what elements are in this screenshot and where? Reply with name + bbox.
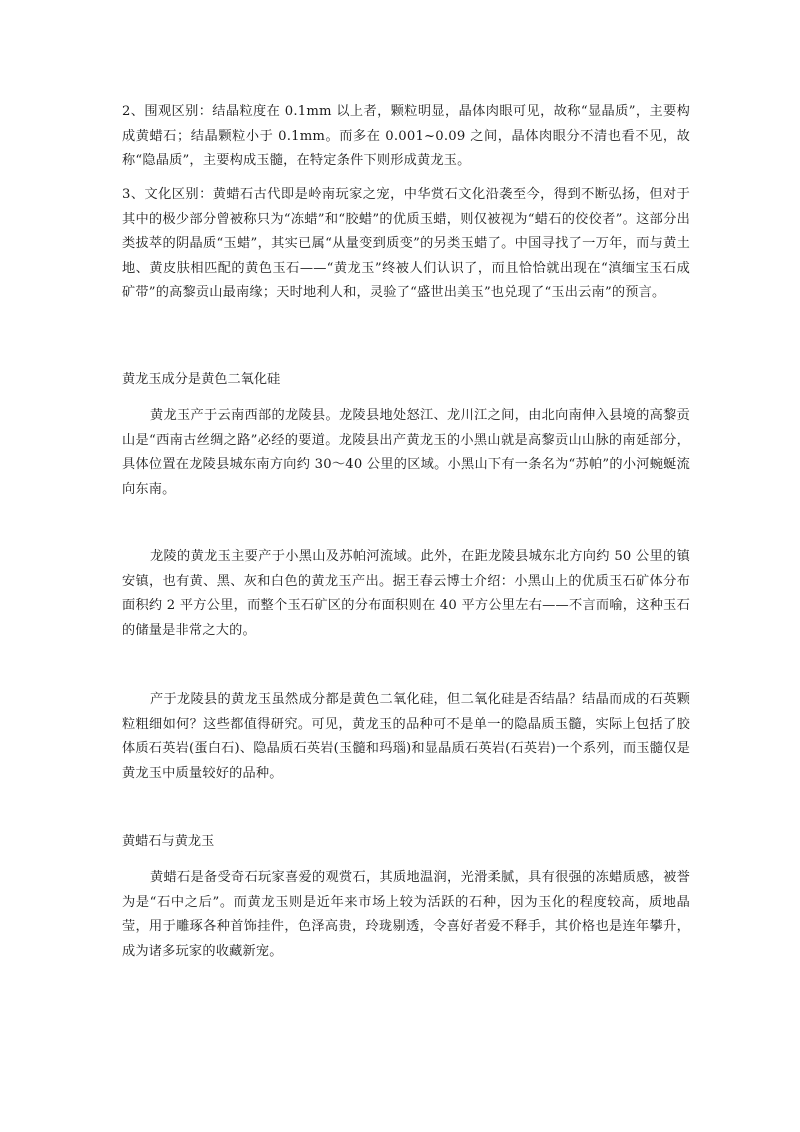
paragraph-cultural-difference: 3、文化区别：黄蜡石古代即是岭南玩家之宠，中华赏石文化沿袭至今，得到不断弘扬，但对于其中的极少部分曾被称只为“冻蜡”和“胶蜡”的优质玉蜡，则仅被视为“蜡石的佼佼者”。这部分出类拔萃的阴晶质“玉蜡”，其实已属“从量变到质变”的另类玉蜡了。中国寻找了一万年，而与黄土地、黄皮肤相匹配的黄色玉石——“黄龙玉”终被人们认识了，而且恰恰就出现在“滇缅宝玉石成矿带”的高黎贡山最南缘；天时地利人和，灵验了“盛世出美玉”也兑现了“玉出云南”的预言。 (122, 187, 690, 300)
paragraph-origin-longling: 黄龙玉产于云南西部的龙陵县。龙陵县地处怒江、龙川江之间，由北向南伸入县境的高黎贡山是“西南古丝绸之路”必经的要道。龙陵县出产黄龙玉的小黑山就是高黎贡山山脉的南延部分，具体位置在龙陵县城东南方向约 30～40 公里的区域。小黑山下有一条名为“苏帕”的小河蜿蜒流向东南。 (122, 408, 690, 497)
paragraph-distribution: 龙陵的黄龙玉主要产于小黑山及苏帕河流域。此外，在距龙陵县城东北方向约 50 公里的镇安镇，也有黄、黑、灰和白色的黄龙玉产出。据王春云博士介绍：小黑山上的优质玉石矿体分布面积约 2 平方公里，而整个玉石矿区的分布面积则在 40 平方公里左右——不言而喻，这种玉石的储量是非常之大的。 (122, 549, 690, 638)
paragraph-varieties: 产于龙陵县的黄龙玉虽然成分都是黄色二氧化硅，但二氧化硅是否结晶？结晶而成的石英颗粒粗细如何？这些都值得研究。可见，黄龙玉的品种可不是单一的隐晶质玉髓，实际上包括了胶体质石英岩(蛋白石)、隐晶质石英岩(玉髓和玛瑙)和显晶质石英岩(石英岩)一个系列，而玉髓仅是黄龙玉中质量较好的品种。 (122, 692, 690, 781)
paragraph-observation-difference: 2、围观区别：结晶粒度在 0.1mm 以上者，颗粒明显，晶体肉眼可见，故称“显晶质”，主要构成黄蜡石；结晶颗粒小于 0.1mm。而多在 0.001~0.09 之间，晶体肉眼分不清也看不见，故称“隐晶质”，主要构成玉髓，在特定条件下则形成黄龙玉。 (122, 104, 690, 168)
paragraph-huanglashi-vs-huanglongyu: 黄蜡石是备受奇石玩家喜爱的观赏石，其质地温润，光滑柔腻，具有很强的冻蜡质感，被誉为是“石中之后”。而黄龙玉则是近年来市场上较为活跃的石种，因为玉化的程度较高，质地晶莹，用于雕琢各种首饰挂件，色泽高贵，玲珑剔透，令喜好者爱不释手，其价格也是连年攀升，成为诸多玩家的收藏新宠。 (122, 870, 690, 959)
section-heading-composition: 黄龙玉成分是黄色二氧化硅 (122, 372, 281, 387)
section-heading-comparison: 黄蜡石与黄龙玉 (122, 834, 215, 849)
